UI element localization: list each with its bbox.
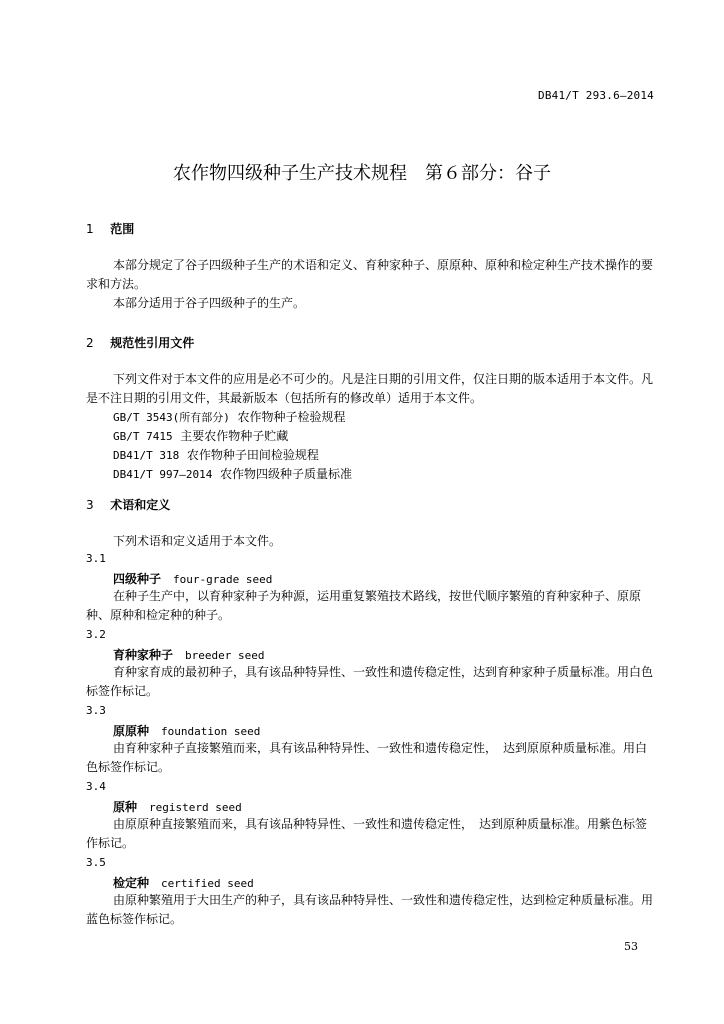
page-number: 53 [624, 940, 638, 953]
reference-title: 农作物种子田间检验规程 [186, 448, 319, 462]
paragraph: 本部分规定了谷子四级种子生产的术语和定义、育种家种子、原原种、原种和检定种生产技术操作的要求和方法。 [86, 258, 654, 291]
reference-item [113, 408, 346, 425]
reference-code: DB41/T 997—2014 [113, 468, 213, 481]
reference-title: 农作物四级种子质量标准 [219, 467, 352, 481]
section-heading [86, 334, 194, 351]
term-definition: 由原原种直接繁殖而来，具有该品种特异性、一致性和遗传稳定性， 达到原种质量标准。用紫色标签作标记。 [86, 817, 648, 850]
term-en: certified seed [161, 877, 254, 890]
term-en: breeder seed [185, 649, 265, 662]
term-heading [113, 798, 242, 815]
reference-title: 主要农作物种子贮藏 [180, 429, 289, 443]
section-heading [86, 496, 170, 513]
term-en: registerd seed [149, 801, 242, 814]
term-definition: 由原种繁殖用于大田生产的种子，具有该品种特异性、一致性和遗传稳定性，达到检定种质量标准。用蓝色标签作标记。 [86, 893, 654, 926]
term-zh: 育种家种子 [113, 648, 174, 662]
term-zh: 原原种 [113, 724, 150, 738]
term-zh: 四级种子 [113, 572, 162, 586]
section-number: 2 [86, 336, 94, 350]
section-number: 1 [86, 222, 94, 236]
paragraph: 下列术语和定义适用于本文件。 [113, 534, 282, 548]
term-definition: 育种家育成的最初种子，具有该品种特异性、一致性和遗传稳定性，达到育种家种子质量标准。用白色标签作标记。 [86, 665, 654, 698]
term-en: four-grade seed [173, 573, 273, 586]
section-number: 3 [86, 498, 94, 512]
section-title: 范围 [110, 222, 135, 236]
term-definition: 由育种家种子直接繁殖而来，具有该品种特异性、一致性和遗传稳定性， 达到原原种质量标准。用白色标签作标记。 [86, 741, 648, 774]
reference-item [113, 446, 319, 463]
term-number: 3.1 [86, 552, 106, 565]
term-heading [113, 874, 254, 891]
reference-code: GB/T 3543(所有部分) [113, 411, 230, 424]
reference-code: DB41/T 318 [113, 449, 180, 462]
reference-item [113, 427, 288, 444]
term-number: 3.4 [86, 780, 106, 793]
term-number: 3.3 [86, 704, 106, 717]
term-zh: 原种 [113, 800, 138, 814]
term-definition: 在种子生产中，以育种家种子为种源，运用重复繁殖技术路线，按世代顺序繁殖的育种家种子、原原种、原种和检定种的种子。 [86, 589, 642, 622]
paragraph: 本部分适用于谷子四级种子的生产。 [113, 296, 306, 310]
term-heading [113, 646, 265, 663]
term-number: 3.5 [86, 856, 106, 869]
term-heading [113, 570, 272, 587]
document-title: 农作物四级种子生产技术规程 第６部分：谷子 [173, 163, 551, 184]
paragraph: 下列文件对于本文件的应用是必不可少的。凡是注日期的引用文件，仅注日期的版本适用于本文件。凡是不注日期的引用文件，其最新版本（包括所有的修改单）适用于本文件。 [86, 372, 654, 405]
reference-title: 农作物种子检验规程 [237, 410, 346, 424]
reference-code: GB/T 7415 [113, 430, 173, 443]
section-title: 术语和定义 [110, 498, 171, 512]
document-code-header: DB41/T 293.6—2014 [538, 89, 654, 102]
term-heading [113, 722, 260, 739]
section-title: 规范性引用文件 [110, 336, 195, 350]
reference-item [113, 465, 352, 482]
term-number: 3.2 [86, 628, 106, 641]
section-heading [86, 220, 134, 237]
term-zh: 检定种 [113, 876, 150, 890]
term-en: foundation seed [161, 725, 261, 738]
